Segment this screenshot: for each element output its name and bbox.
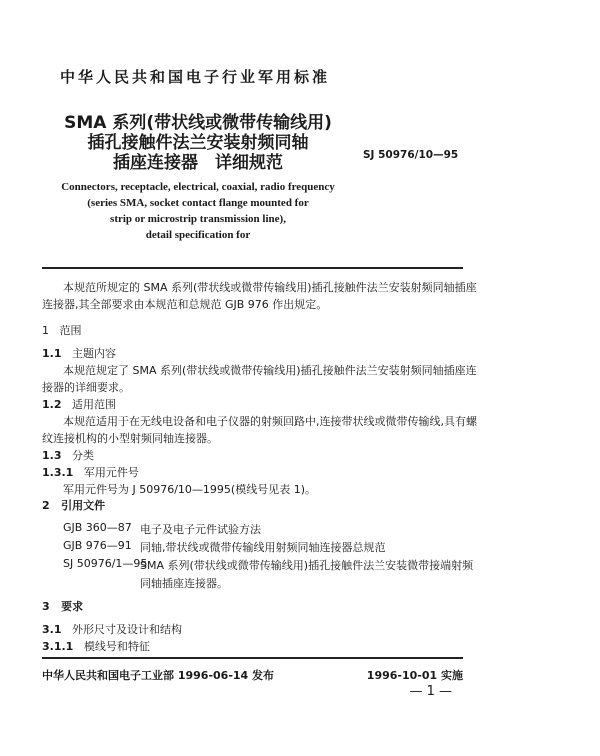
body-text: 本规范规定了 SMA 系列(带状线或微带传输线用)插孔接触件法兰安装射频同轴插座连	[63, 364, 477, 377]
header-rule	[42, 267, 463, 269]
section-number: 1.3.1	[42, 466, 74, 479]
title-line: SMA 系列(带状线或微带传输线用)	[64, 113, 332, 133]
section-title: 要求	[61, 600, 84, 613]
section-number: 1.3	[42, 449, 62, 462]
section-heading	[42, 497, 105, 513]
intro-text: 本规范所规定的 SMA 系列(带状线或微带传输线用)插孔接触件法兰安装射频同轴插座	[63, 281, 477, 294]
section-number: 1.1	[42, 347, 62, 360]
body-text: 本规范适用于在无线电设备和电子仪器的射频回路中,连接带状线或微带传输线,具有螺	[63, 415, 477, 428]
standard-code: SJ 50976/10—95	[363, 149, 459, 161]
section-title: 范围	[59, 324, 82, 337]
footer-rule	[42, 657, 463, 659]
english-title-line: detail specification for	[145, 229, 251, 241]
section-title: 分类	[72, 449, 94, 462]
page-number: — 1 —	[409, 684, 452, 699]
body-text: 接器的详细要求。	[42, 381, 130, 394]
reference-title: 电子及电子元件试验方法	[140, 523, 261, 536]
section-title: 引用文件	[61, 499, 106, 512]
section-title: 适用范围	[72, 398, 116, 411]
section-title: 模线号和特征	[83, 640, 150, 653]
reference-title: 同轴插座连接器。	[140, 577, 228, 590]
section-number: 3.1	[42, 623, 62, 636]
section-heading	[42, 598, 83, 614]
reference-code: GJB 976—91	[63, 539, 132, 552]
section-number: 2	[42, 499, 50, 512]
section-heading	[42, 322, 82, 338]
section-heading	[42, 447, 94, 463]
section-heading	[42, 345, 116, 361]
title-line: 插座连接器 详细规范	[113, 153, 283, 173]
english-title-line: (series SMA, socket contact flange mounted for	[87, 197, 309, 209]
section-number: 1.2	[42, 398, 62, 411]
section-title: 外形尺寸及设计和结构	[72, 623, 182, 636]
intro-text: 连接器,其全部要求由本规范和总规范 GJB 976 作出规定。	[42, 298, 328, 311]
english-title-line: Connectors, receptacle, electrical, coaxial, radio frequency	[61, 181, 335, 193]
title-line: 插孔接触件法兰安装射频同轴	[87, 133, 309, 153]
section-heading	[42, 621, 182, 637]
section-heading	[42, 638, 150, 654]
section-heading	[42, 464, 139, 480]
body-text: 纹连接机构的小型射频同轴连接器。	[42, 432, 218, 445]
issue-date: 中华人民共和国电子工业部 1996-06-14 发布	[42, 669, 275, 682]
section-number: 3	[42, 600, 50, 613]
standard-header: 中华人民共和国电子行业军用标准	[60, 68, 331, 86]
section-number: 1	[42, 324, 49, 337]
section-title: 主题内容	[72, 347, 116, 360]
body-text: 军用元件号为 J 50976/10—1995(模线号见表 1)。	[63, 483, 317, 496]
section-number: 3.1.1	[42, 640, 74, 653]
reference-title: 同轴,带状线或微带传输线用射频同轴连接器总规范	[140, 541, 386, 554]
english-title-line: strip or microstrip transmission line),	[110, 213, 286, 225]
reference-code: SJ 50976/1—95	[63, 557, 148, 570]
reference-code: GJB 360—87	[63, 521, 132, 534]
reference-title: SMA 系列(带状线或微带传输线用)插孔接触件法兰安装微带接端射频	[140, 559, 474, 572]
section-heading	[42, 396, 116, 412]
section-title: 军用元件号	[83, 466, 139, 479]
effective-date: 1996-10-01 实施	[366, 669, 463, 682]
